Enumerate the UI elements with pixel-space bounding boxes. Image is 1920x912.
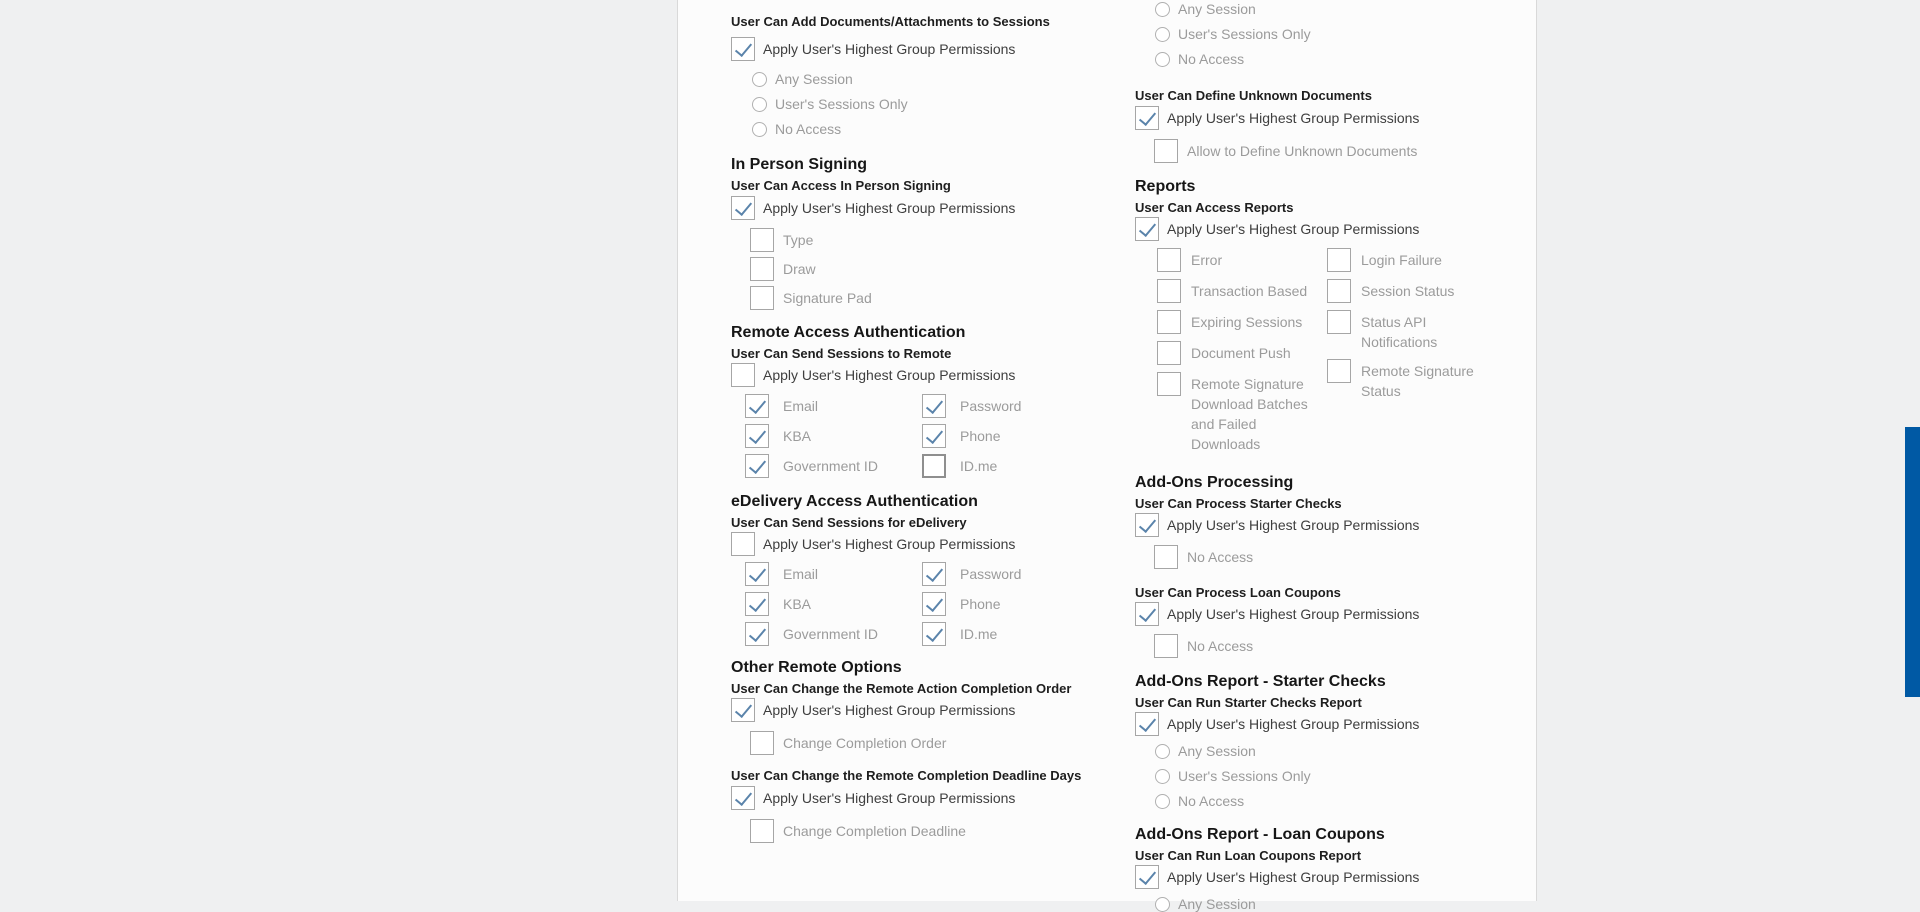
option-label: Email — [783, 566, 819, 582]
checkbox-apply-add-documents[interactable] — [731, 37, 755, 61]
radio-label: No Access — [1178, 793, 1245, 809]
option-label: Allow to Define Unknown Documents — [1187, 143, 1418, 159]
option-label: Email — [783, 398, 819, 414]
checkbox-allow-define-unknown[interactable] — [1154, 139, 1178, 163]
checkbox-email-edelivery[interactable] — [745, 562, 769, 586]
subheader-process-loan-coupons: User Can Process Loan Coupons — [1135, 585, 1341, 600]
checkbox-type[interactable] — [750, 228, 774, 252]
radio-no-access-add-documents[interactable] — [752, 122, 767, 137]
checkbox-government-id-remote[interactable] — [745, 454, 769, 478]
reports-options-col1 — [1157, 248, 1327, 461]
checkbox-error-report[interactable] — [1157, 248, 1181, 272]
option-label: Signature Pad — [783, 290, 872, 306]
checkbox-apply-process-loan[interactable] — [1135, 602, 1159, 626]
checkbox-password-remote[interactable] — [922, 394, 946, 418]
apply-label: Apply User's Highest Group Permissions — [1167, 110, 1420, 126]
radio-label: No Access — [775, 121, 842, 137]
left-column — [731, 0, 1101, 843]
define-unknown-option-row — [1154, 139, 1515, 163]
checkbox-apply-remote-auth[interactable] — [731, 363, 755, 387]
apply-row-report-starter — [1135, 712, 1515, 736]
edelivery-auth-options — [745, 562, 1101, 646]
checkbox-no-access-process-loan[interactable] — [1154, 634, 1178, 658]
option-label: KBA — [783, 428, 812, 444]
radio-any-session-report-starter[interactable] — [1155, 744, 1170, 759]
subheader-process-starter-checks: User Can Process Starter Checks — [1135, 496, 1342, 511]
checkbox-apply-report-loan[interactable] — [1135, 865, 1159, 889]
permissions-content-panel — [677, 0, 1537, 912]
radio-any-session-report-loan[interactable] — [1155, 897, 1170, 912]
radio-group-top — [1155, 1, 1515, 67]
option-label: Phone — [960, 428, 1001, 444]
option-label: Status API Notifications — [1361, 314, 1438, 350]
subheader-in-person-signing: User Can Access In Person Signing — [731, 178, 951, 193]
apply-row-process-starter — [1135, 513, 1515, 537]
radio-label: User's Sessions Only — [1178, 768, 1311, 784]
apply-row-remote-auth — [731, 363, 1101, 387]
header-addons-report-loan: Add-Ons Report - Loan Coupons — [1135, 826, 1385, 843]
header-in-person-signing: In Person Signing — [731, 156, 868, 173]
radio-users-sessions-only-top[interactable] — [1155, 27, 1170, 42]
checkbox-password-edelivery[interactable] — [922, 562, 946, 586]
subheader-add-documents: User Can Add Documents/Attachments to Sessions — [731, 14, 1050, 29]
radio-users-sessions-only-add-documents[interactable] — [752, 97, 767, 112]
apply-label: Apply User's Highest Group Permissions — [1167, 869, 1420, 885]
checkbox-transaction-based-report[interactable] — [1157, 279, 1181, 303]
radio-group-report-starter — [1155, 743, 1515, 809]
completion-order-option-row — [750, 731, 1101, 755]
checkbox-document-push-report[interactable] — [1157, 341, 1181, 365]
radio-label: User's Sessions Only — [1178, 26, 1311, 42]
option-label: ID.me — [960, 626, 998, 642]
checkbox-idme-edelivery[interactable] — [922, 622, 946, 646]
checkbox-apply-process-starter[interactable] — [1135, 513, 1159, 537]
apply-row-in-person — [731, 196, 1101, 220]
option-label: Error — [1191, 252, 1223, 268]
radio-group-add-documents — [752, 71, 1101, 137]
completion-deadline-option-row — [750, 819, 1101, 843]
option-label: Password — [960, 398, 1022, 414]
apply-row-edelivery — [731, 532, 1101, 556]
header-addons-processing: Add-Ons Processing — [1135, 474, 1294, 491]
option-label: KBA — [783, 596, 812, 612]
option-label: Login Failure — [1361, 252, 1442, 268]
option-label: Draw — [783, 261, 816, 277]
apply-label: Apply User's Highest Group Permissions — [763, 536, 1016, 552]
option-label: Session Status — [1361, 283, 1455, 299]
radio-label: Any Session — [1178, 1, 1256, 17]
header-reports: Reports — [1135, 178, 1196, 195]
subheader-reports: User Can Access Reports — [1135, 200, 1294, 215]
radio-label: User's Sessions Only — [775, 96, 908, 112]
apply-row-define-unknown — [1135, 106, 1515, 130]
option-label: Remote Signature Status — [1361, 363, 1474, 399]
apply-label: Apply User's Highest Group Permissions — [1167, 517, 1420, 533]
reports-options — [1157, 248, 1515, 461]
apply-row-report-loan — [1135, 865, 1515, 889]
subheader-edelivery-auth: User Can Send Sessions for eDelivery — [731, 515, 967, 530]
apply-label: Apply User's Highest Group Permissions — [1167, 716, 1420, 732]
checkbox-signature-pad[interactable] — [750, 286, 774, 310]
radio-label: Any Session — [775, 71, 853, 87]
option-label: Transaction Based — [1191, 283, 1308, 299]
apply-row-completion-order — [731, 698, 1101, 722]
checkbox-email-remote[interactable] — [745, 394, 769, 418]
checkbox-remote-signature-status-report[interactable] — [1327, 359, 1351, 383]
option-label: Phone — [960, 596, 1001, 612]
apply-label: Apply User's Highest Group Permissions — [763, 367, 1016, 383]
subheader-remote-access-auth: User Can Send Sessions to Remote — [731, 346, 952, 361]
option-label: Expiring Sessions — [1191, 314, 1303, 330]
in-person-options — [750, 228, 1101, 310]
subheader-completion-order: User Can Change the Remote Action Completion Order — [731, 681, 1072, 696]
checkbox-change-completion-order[interactable] — [750, 731, 774, 755]
checkbox-phone-remote[interactable] — [922, 424, 946, 448]
option-label: No Access — [1187, 549, 1254, 565]
checkbox-draw[interactable] — [750, 257, 774, 281]
option-label: Change Completion Deadline — [783, 823, 966, 839]
radio-label: Any Session — [1178, 896, 1256, 912]
checkbox-apply-define-unknown[interactable] — [1135, 106, 1159, 130]
option-label: Government ID — [783, 626, 878, 642]
checkbox-apply-completion-deadline[interactable] — [731, 786, 755, 810]
apply-row-reports — [1135, 217, 1515, 241]
apply-label: Apply User's Highest Group Permissions — [763, 200, 1016, 216]
radio-label: Any Session — [1178, 743, 1256, 759]
checkbox-apply-reports[interactable] — [1135, 217, 1159, 241]
scrollbar-thumb[interactable] — [1905, 427, 1920, 697]
subheader-run-starter-checks: User Can Run Starter Checks Report — [1135, 695, 1362, 710]
option-label: No Access — [1187, 638, 1254, 654]
radio-no-access-report-starter[interactable] — [1155, 794, 1170, 809]
radio-group-report-loan — [1155, 896, 1515, 912]
checkbox-remote-signature-download-report[interactable] — [1157, 372, 1181, 396]
radio-no-access-top[interactable] — [1155, 52, 1170, 67]
apply-label: Apply User's Highest Group Permissions — [1167, 221, 1420, 237]
checkbox-session-status-report[interactable] — [1327, 279, 1351, 303]
apply-row-add-documents — [731, 37, 1101, 61]
radio-any-session-add-documents[interactable] — [752, 72, 767, 87]
process-loan-no-access-row — [1154, 634, 1515, 658]
option-label: Type — [783, 232, 814, 248]
radio-users-sessions-only-report-starter[interactable] — [1155, 769, 1170, 784]
reports-options-col2 — [1327, 248, 1476, 461]
checkbox-login-failure-report[interactable] — [1327, 248, 1351, 272]
option-label: Change Completion Order — [783, 735, 947, 751]
option-label: ID.me — [960, 458, 998, 474]
apply-label: Apply User's Highest Group Permissions — [763, 702, 1016, 718]
header-edelivery-auth: eDelivery Access Authentication — [731, 493, 978, 510]
subheader-run-loan-coupons: User Can Run Loan Coupons Report — [1135, 848, 1362, 863]
checkbox-government-id-edelivery[interactable] — [745, 622, 769, 646]
checkbox-status-api-notifications-report[interactable] — [1327, 310, 1351, 334]
header-remote-access-auth: Remote Access Authentication — [731, 324, 966, 341]
checkbox-apply-report-starter[interactable] — [1135, 712, 1159, 736]
checkbox-apply-edelivery[interactable] — [731, 532, 755, 556]
subheader-completion-deadline: User Can Change the Remote Completion Deadline Days — [731, 768, 1082, 783]
checkbox-apply-in-person[interactable] — [731, 196, 755, 220]
checkbox-apply-completion-order[interactable] — [731, 698, 755, 722]
apply-label: Apply User's Highest Group Permissions — [763, 41, 1016, 57]
radio-any-session-top[interactable] — [1155, 2, 1170, 17]
option-label: Document Push — [1191, 345, 1291, 361]
option-label: Password — [960, 566, 1022, 582]
checkbox-expiring-sessions-report[interactable] — [1157, 310, 1181, 334]
apply-label: Apply User's Highest Group Permissions — [1167, 606, 1420, 622]
apply-row-process-loan — [1135, 602, 1515, 626]
header-addons-report-starter: Add-Ons Report - Starter Checks — [1135, 673, 1386, 690]
checkbox-phone-edelivery[interactable] — [922, 592, 946, 616]
radio-label: No Access — [1178, 51, 1245, 67]
checkbox-no-access-process-starter[interactable] — [1154, 545, 1178, 569]
checkbox-idme-remote[interactable] — [922, 454, 946, 478]
checkbox-kba-remote[interactable] — [745, 424, 769, 448]
process-starter-no-access-row — [1154, 545, 1515, 569]
option-label: Government ID — [783, 458, 878, 474]
checkbox-kba-edelivery[interactable] — [745, 592, 769, 616]
apply-row-completion-deadline — [731, 786, 1101, 810]
apply-label: Apply User's Highest Group Permissions — [763, 790, 1016, 806]
header-other-remote-options: Other Remote Options — [731, 659, 902, 676]
subheader-define-unknown: User Can Define Unknown Documents — [1135, 88, 1372, 103]
checkbox-change-completion-deadline[interactable] — [750, 819, 774, 843]
option-label: Remote Signature Download Batches and Failed Downloads — [1191, 376, 1308, 452]
remote-auth-options — [745, 394, 1101, 478]
right-column — [1135, 0, 1515, 912]
